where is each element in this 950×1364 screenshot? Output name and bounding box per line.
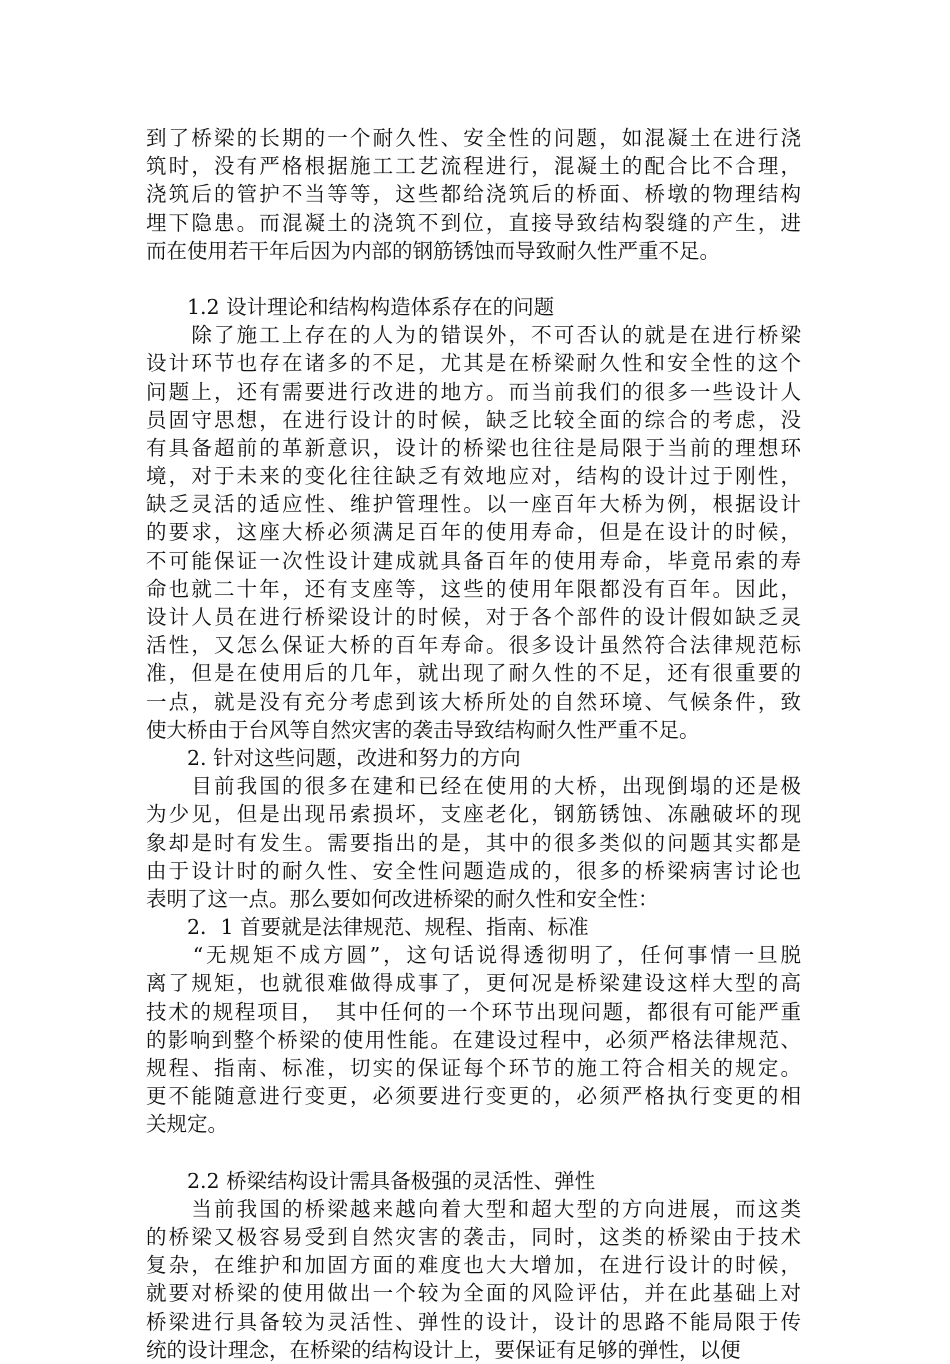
text-line: 除了施工上存在的人为的错误外，不可否认的就是在进行桥梁: [146, 323, 801, 348]
text-line: “无规矩不成方圆”，这句话说得透彻明了，任何事情一旦脱: [146, 943, 801, 968]
text-line: 准，但是在使用后的几年，就出现了耐久性的不足，还有很重要的: [146, 661, 801, 686]
text-line: 就要对桥梁的使用做出一个较为全面的风险评估，并在此基础上对: [146, 1281, 801, 1306]
paragraph-1-2: [146, 321, 801, 744]
text-line: 目前我国的很多在建和已经在使用的大桥，出现倒塌的还是极: [146, 774, 801, 799]
text-line: 表明了这一点。那么要如何改进桥梁的耐久性和安全性：: [146, 886, 659, 911]
text-line: 更不能随意进行变更，必须要进行变更的，必须严格执行变更的相: [146, 1084, 801, 1109]
text-line: 设计环节也存在诸多的不足，尤其是在桥梁耐久性和安全性的这个: [146, 351, 801, 376]
text-line: 问题上，还有需要进行改进的地方。而当前我们的很多一些设计人: [146, 379, 801, 404]
text-line: 有具备超前的革新意识，设计的桥梁也往往是局限于当前的理想环: [146, 435, 801, 460]
text-line: 到了桥梁的长期的一个耐久性、安全性的问题，如混凝土在进行浇: [146, 126, 801, 150]
section-heading-2-2: 2.2 桥梁结构设计需具备极强的灵活性、弹性: [187, 1168, 596, 1193]
section-heading-2-1: 2．1 首要就是法律规范、规程、指南、标准: [187, 915, 589, 940]
text-line: 的桥梁又极容易受到自然灾害的袭击，同时，这类的桥梁由于技术: [146, 1225, 801, 1249]
section-heading-1-2: 1.2 设计理论和结构构造体系存在的问题: [187, 294, 555, 319]
paragraph-gap: [146, 1139, 801, 1167]
text-line: 统的设计理念，在桥梁的结构设计上，要保证有足够的弹性，以便: [146, 1337, 741, 1362]
paragraph-2-1: [146, 941, 801, 1138]
text-line: 而在使用若干年后因为内部的钢筋锈蚀而导致耐久性严重不足。: [146, 238, 720, 263]
text-line: 桥梁进行具备较为灵活性、弹性的设计，设计的思路不能局限于传: [146, 1309, 801, 1334]
text-line: 关规定。: [146, 1112, 228, 1137]
text-line: 由于设计时的耐久性、安全性问题造成的，很多的桥梁病害讨论也: [146, 858, 801, 883]
text-line: 的要求，这座大桥必须满足百年的使用寿命，但是在设计的时候，: [146, 520, 801, 545]
text-line: 使大桥由于台风等自然灾害的袭击导致结构耐久性严重不足。: [146, 717, 700, 742]
text-line: 境，对于未来的变化往往缺乏有效地应对，结构的设计过于刚性，: [146, 464, 801, 489]
text-line: 象却是时有发生。需要指出的是，其中的很多类似的问题其实都是: [146, 830, 801, 855]
text-line: 设计人员在进行桥梁设计的时候，对于各个部件的设计假如缺乏灵: [146, 605, 801, 630]
paragraph-intro: [146, 124, 801, 265]
text-line: 缺乏灵活的适应性、维护管理性。以一座百年大桥为例，根据设计: [146, 492, 801, 517]
text-line: 一点，就是没有充分考虑到该大桥所处的自然环境、气候条件，致: [146, 689, 801, 714]
text-line: 离了规矩，也就很难做得成事了，更何况是桥梁建设这样大型的高: [146, 971, 801, 996]
text-line: 复杂，在维护和加固方面的难度也大大增加，在进行设计的时候，: [146, 1253, 801, 1278]
text-line: 技术的规程项目， 其中任何的一个环节出现问题，都很有可能严重: [146, 999, 801, 1024]
paragraph-2-2: [146, 1195, 801, 1364]
text-line: 不可能保证一次性设计建成就具备百年的使用寿命，毕竟吊索的寿: [146, 548, 801, 573]
text-line: 埋下隐患。而混凝土的浇筑不到位，直接导致结构裂缝的产生，进: [146, 210, 801, 235]
text-line: 为少见，但是出现吊索损坏，支座老化，钢筋锈蚀、冻融破坏的现: [146, 802, 801, 827]
text-line: 筑时，没有严格根据施工工艺流程进行，混凝土的配合比不合理，: [146, 154, 801, 179]
document-body: [146, 124, 801, 1364]
paragraph-gap: [146, 265, 801, 293]
text-line: 规程、指南、标准，切实的保证每个环节的施工符合相关的规定。: [146, 1056, 801, 1081]
section-heading-2: 2. 针对这些问题，改进和努力的方向: [187, 745, 521, 770]
paragraph-2: [146, 772, 801, 913]
text-line: 的影响到整个桥梁的使用性能。在建设过程中，必须严格法律规范、: [146, 1027, 801, 1052]
text-line: 当前我国的桥梁越来越向着大型和超大型的方向进展，而这类: [146, 1196, 801, 1221]
text-line: 浇筑后的管护不当等等，这些都给浇筑后的桥面、桥墩的物理结构: [146, 182, 801, 207]
text-line: 命也就二十年，还有支座等，这些的使用年限都没有百年。因此，: [146, 576, 801, 601]
text-line: 员固守思想，在进行设计的时候，缺乏比较全面的综合的考虑，没: [146, 407, 801, 432]
text-line: 活性，又怎么保证大桥的百年寿命。很多设计虽然符合法律规范标: [146, 633, 801, 658]
